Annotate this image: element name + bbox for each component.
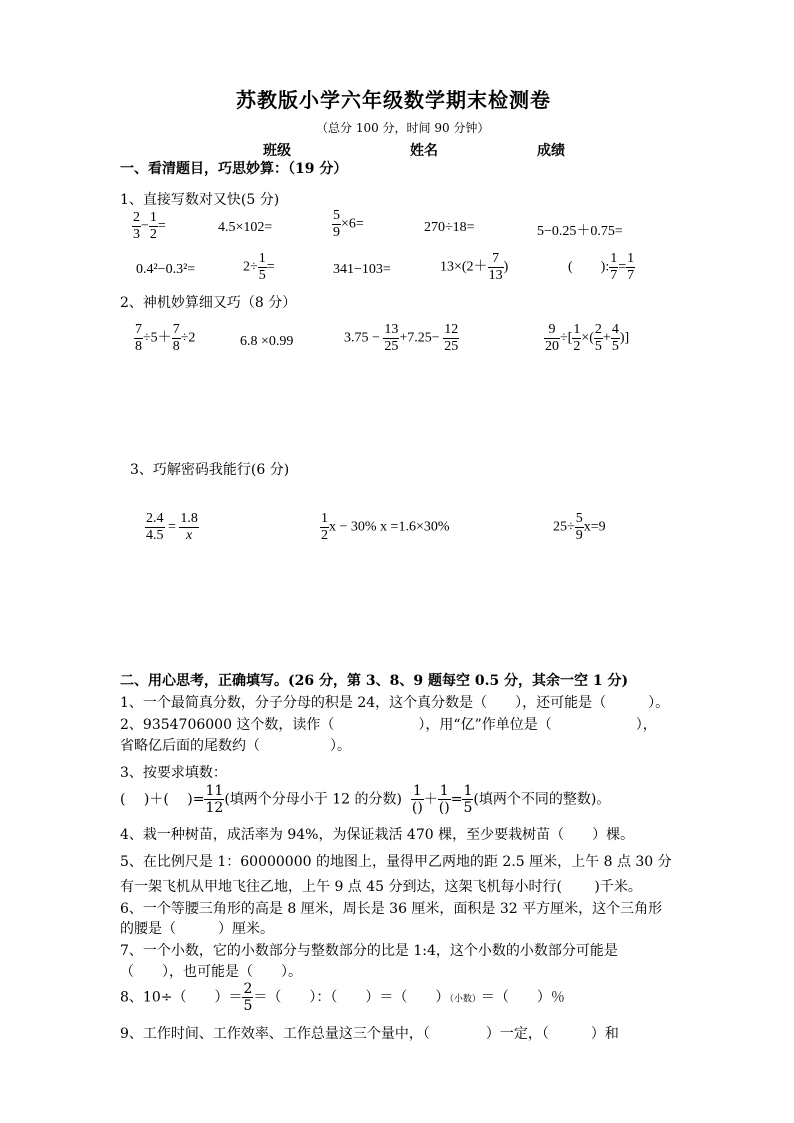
q3-expr-2: $\frac{1}{2}$ x − 30% x =1.6×30% <box>321 511 450 543</box>
q1-expr-5: 5−0.25＋0.75= <box>537 224 623 239</box>
q2-title: 2、神机妙算细又巧（8 分） <box>120 295 297 311</box>
q1-title: 1、直接写数对又快(5 分) <box>120 192 280 208</box>
q1-expr-2: 4.5×102= <box>218 220 273 235</box>
q1-expr-4: 270÷18= <box>424 220 475 235</box>
section2-heading: 二、用心思考，正确填写。(26 分，第 3、8、9 题每空 0.5 分，其余一空 1 分) <box>120 673 629 689</box>
s2-q4: 4、栽一种树苗，成活率为 94%，为保证栽活 470 棵，至少要栽树苗（ ）棵。 <box>120 827 635 843</box>
s2-q8: 8、10÷（ ）＝ $\frac{2}{5}$ ＝（ ）：（ ）＝（ ）（小数）＝（ ）％ <box>120 981 565 1014</box>
q1-expr-6: 0.4²−0.3²= <box>136 262 196 277</box>
q2-expr-3: 3.75 − $\frac{13}{25}$ +7.25− $\frac{12}{25}$ <box>344 322 459 354</box>
s2-q6-line1: 6、一个等腰三角形的高是 8 厘米，周长是 36 厘米，面积是 32 平方厘米，这个三角形 <box>120 901 663 917</box>
s2-q9: 9、工作时间、工作效率、工作总量这三个量中，（ ）一定，（ ）和 <box>120 1026 619 1042</box>
q1-expr-8: 341−103= <box>333 262 391 277</box>
class-label: 班级 <box>263 143 291 159</box>
q1-expr-9: 13×(2＋ $\frac{7}{13}$ ) <box>440 251 509 283</box>
s2-q7-line1: 7、一个小数，它的小数部分与整数部分的比是 1:4，这个小数的小数部分可能是 <box>120 943 618 959</box>
q3-expr-1: $\frac{2.4}{4.5}$ = $\frac{1.8}{x}$ <box>146 511 198 543</box>
s2-q3-expr: ( )＋( )= $\frac{11}{12}$ (填两个分母小于 12 的分数) 1 () ＋ 1 () = $\frac{1}{5}$ (填两个不同的整数)。 <box>120 783 611 816</box>
s2-q5-line2: 有一架飞机从甲地飞往乙地，上午 9 点 45 分到达，这架飞机每小时行( )千米。 <box>120 879 642 895</box>
page-title: 苏教版小学六年级数学期末检测卷 <box>236 88 551 112</box>
q1-expr-1: $\frac{2}{3}$ − $\frac{1}{2}$ = <box>133 210 166 242</box>
q1-expr-7: 2÷ $\frac{1}{5}$ = <box>243 251 275 283</box>
score-label: 成绩 <box>537 143 565 159</box>
q1-expr-3: $\frac{5}{9}$ ×6= <box>333 208 364 240</box>
q1-expr-10: ( ): $\frac{1}{7}$ = $\frac{1}{7}$ <box>568 251 635 283</box>
s2-q3-title: 3、按要求填数： <box>120 765 227 781</box>
s2-q6-line2: 的腰是（ ）厘米。 <box>120 921 274 937</box>
s2-q1: 1、一个最简真分数，分子分母的积是 24，这个真分数是（ ），还可能是（ ）。 <box>120 695 670 711</box>
subtitle: （总分 100 分，时间 90 分钟） <box>316 121 490 135</box>
section1-heading: 一、看清题目，巧思妙算：（19 分） <box>120 161 348 177</box>
name-label: 姓名 <box>410 143 438 159</box>
q2-expr-1: $\frac{7}{8}$ ÷5＋ $\frac{7}{8}$ ÷2 <box>135 322 196 354</box>
s2-q7-line2: （ ），也可能是（ ）。 <box>120 964 302 980</box>
q3-expr-3: 25÷ $\frac{5}{9}$ x=9 <box>553 511 606 543</box>
s2-q5-line1: 5、在比例尺是 1：60000000 的地图上，量得甲乙两地的距 2.5 厘米，上午 8 点 30 分 <box>120 854 672 870</box>
q2-expr-4: $\frac{9}{20}$ ÷[ $\frac{1}{2}$ ×( $\frac{2}{5}$ + $\frac{4}{5}$ )] <box>545 322 630 354</box>
s2-q2-line2: 省略亿后面的尾数约（ ）。 <box>120 738 351 754</box>
q3-title: 3、巧解密码我能行(6 分) <box>130 462 290 478</box>
s2-q2-line1: 2、9354706000 这个数，读作（ ），用“亿”作单位是（ ）， <box>120 717 657 733</box>
q2-expr-2: 6.8 ×0.99 <box>240 334 294 349</box>
